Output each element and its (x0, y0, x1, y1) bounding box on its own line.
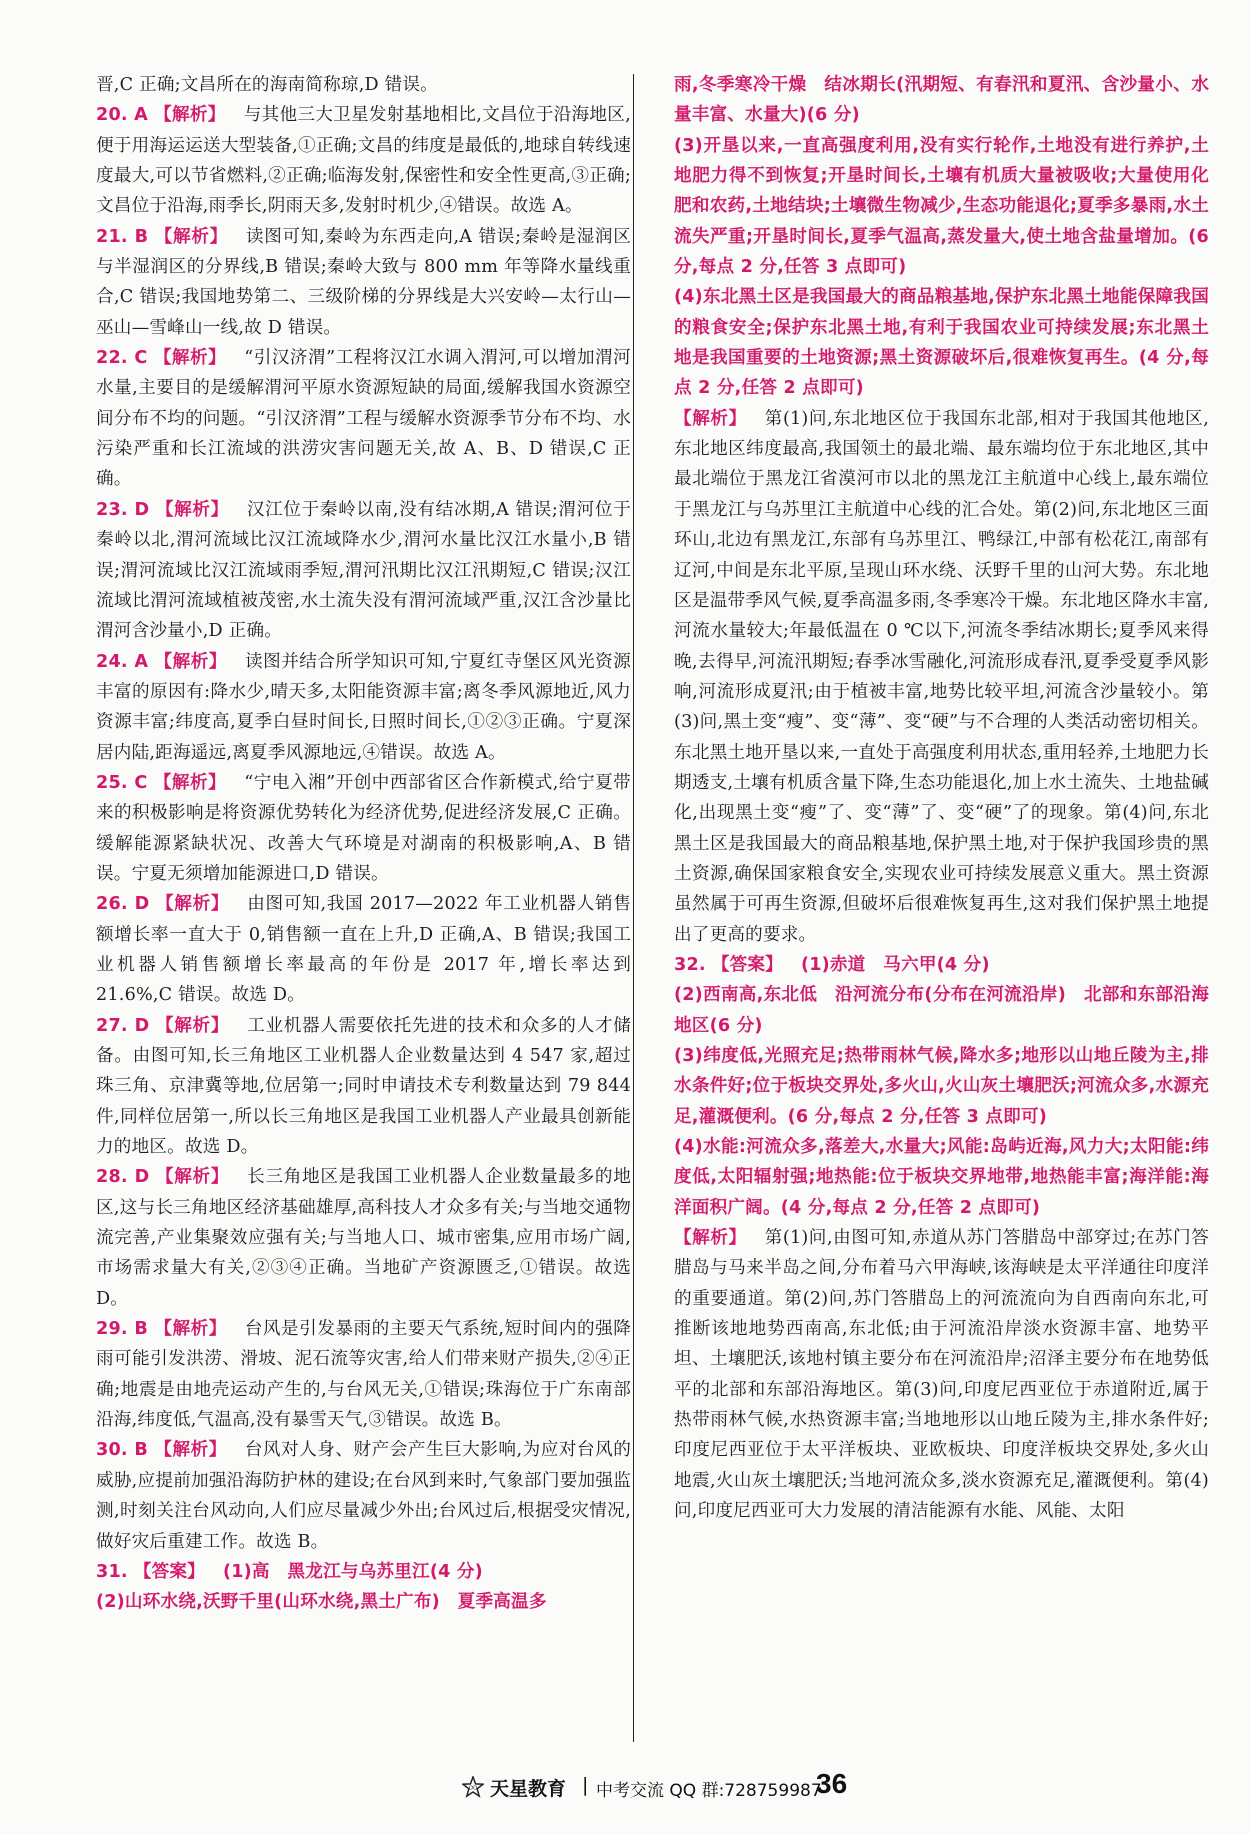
answer-text: (2)山环水绕,沃野千里(山环水绕,黑土广布) 夏季高温多 (96, 1592, 547, 1613)
answer-paragraph (96, 768, 631, 889)
question-number: 29. B (96, 1319, 149, 1340)
question-number: 26. D (96, 894, 150, 915)
section-tag: 【解析】 (155, 894, 230, 915)
paragraph-text: 汉江位于秦岭以南,没有结冰期,A 错误;渭河位于秦岭以北,渭河流域比汉江流域降水少,渭河水量比汉江水量小,B 错误;渭河流域比汉江流域雨季短,渭河汛期比汉江汛期短,C 错误;汉江流域比渭河流域植被茂密,水土流失没有渭河流域严重,汉江含沙量比渭河含沙量小,D 正确。 (96, 499, 631, 642)
answer-paragraph (96, 647, 631, 768)
question-number: 23. D (96, 499, 150, 520)
footer-separator: | (582, 1774, 589, 1796)
answer-paragraph (674, 282, 1209, 403)
answer-paragraph (96, 343, 631, 495)
section-tag: 【解析】 (155, 1167, 230, 1188)
answer-text: (4)水能:河流众多,落差大,水量大;风能:岛屿近海,风力大;太阳能:纬度低,太阳辐射强;地热能:位于板块交界地带,地热能丰富;海洋能:海洋面积广阔。(4 分,每点 2 分,任答 2 点即可) (674, 1137, 1209, 1218)
right-column (674, 70, 1209, 1527)
answer-paragraph (674, 980, 1209, 1041)
answer-text: (1)赤道 马六甲(4 分) (800, 954, 990, 975)
answer-paragraph (674, 404, 1209, 950)
page-number: 36 (816, 1768, 848, 1799)
section-tag: 【解析】 (154, 226, 228, 247)
left-column (96, 70, 631, 1618)
answer-text: (3)开垦以来,一直高强度利用,没有实行轮作,土地没有进行养护,土地肥力得不到恢复;开垦时间长,土壤有机质大量被吸收;大量使用化肥和农药,土地结块;土壤微生物减少,生态功能退化;夏季多暴雨,水土流失严重;开垦时间长,夏季气温高,蒸发量大,使土地含盐量增加。(6 分,每点 2 分,任答 3 点即可) (674, 135, 1209, 278)
answer-paragraph (96, 1314, 631, 1435)
answer-paragraph (674, 950, 1209, 980)
question-number: 27. D (96, 1015, 150, 1036)
question-number: 25. C (96, 772, 148, 793)
paragraph-text: 台风是引发暴雨的主要天气系统,短时间内的强降雨可能引发洪涝、滑坡、泥石流等灾害,给人们带来财产损失,②④正确;地震是由地壳运动产生的,与台风无关,①错误;珠海位于广东南部沿海,纬度低,气温高,没有暴雪天气,③错误。故选 B。 (96, 1319, 631, 1431)
question-number: 32. (674, 954, 706, 975)
question-number: 28. D (96, 1167, 150, 1188)
answer-paragraph (96, 889, 631, 1010)
question-number: 21. B (96, 226, 149, 247)
paragraph-text: 第(1)问,东北地区位于我国东北部,相对于我国其他地区,东北地区纬度最高,我国领土的最北端、最东端均位于东北地区,其中最北端位于黑龙江省漠河市以北的黑龙江主航道中心线上,最东端位于黑龙江与乌苏里江主航道中心线的汇合处。第(2)问,东北地区三面环山,北边有黑龙江,东部有乌苏里江、鸭绿江,中部有松花江,南部有辽河,中间是东北平原,呈现山环水绕、沃野千里的山河大势。东北地区是温带季风气候,夏季高温多雨,冬季寒冷干燥。东北地区降水丰富,河流水量较大;年最低温在 0 ℃以下,河流冬季结冰期长;夏季风来得晚,去得早,河流汛期短;春季冰雪融化,河流形成春汛,夏季受夏季风影响,河流形成夏汛;由于植被丰富,地势比较平坦,河流含沙量较小。第(3)问,黑土变“瘦”、变“薄”、变“硬”与不合理的人类活动密切相关。东北黑土地开垦以来,一直处于高强度利用状态,重用轻养,土地肥力长期透支,土壤有机质含量下降,生态功能退化,加上水土流失、土地盐碱化,出现黑土变“瘦”了、变“薄”了、变“硬”了的现象。第(4)问,东北黑土区是我国最大的商品粮基地,保护黑土地,对于保护我国珍贵的黑土资源,确保国家粮食安全,实现农业可持续发展意义重大。黑土资源虽然属于可再生资源,但破坏后很难恢复再生,这对我们保护黑土地提出了更高的要求。 (674, 408, 1209, 945)
answer-text: 雨,冬季寒冷干燥 结冰期长(汛期短、有春汛和夏汛、含沙量小、水量丰富、水量大)(6 分) (674, 75, 1209, 126)
section-tag: 【答案】 (133, 1561, 205, 1582)
answer-text: (2)西南高,东北低 沿河流分布(分布在河流沿岸) 北部和东部沿海地区(6 分) (674, 985, 1209, 1036)
answer-paragraph (674, 131, 1209, 283)
answer-text: (1)高 黑龙江与乌苏里江(4 分) (222, 1561, 483, 1582)
answer-paragraph (96, 70, 631, 100)
paragraph-text: 晋,C 正确;文昌所在的海南简称琼,D 错误。 (96, 75, 438, 95)
paragraph-text: 由图可知,我国 2017—2022 年工业机器人销售额增长率一直大于 0,销售额一直在上升,D 正确,A、B 错误;我国工业机器人销售额增长率最高的年份是 2017 年,增长率达到 21.6%,C 错误。故选 D。 (96, 894, 631, 1006)
section-tag: 【解析】 (155, 499, 229, 520)
section-tag: 【解析】 (154, 1319, 227, 1340)
star-logo-icon (462, 1776, 484, 1798)
question-number: 30. B (96, 1440, 149, 1461)
answer-paragraph (96, 1557, 631, 1587)
section-tag: 【解析】 (154, 651, 227, 672)
answer-paragraph (96, 1011, 631, 1163)
answer-paragraph (96, 495, 631, 647)
answer-paragraph (674, 70, 1209, 131)
paragraph-text: 长三角地区是我国工业机器人企业数量最多的地区,这与长三角地区经济基础雄厚,高科技人才众多有关;与当地交通物流完善,产业集聚效应强有关;与当地人口、城市密集,应用市场广阔,市场需求量大有关,②③④正确。当地矿产资源匮乏,①错误。故选 D。 (96, 1167, 631, 1309)
answer-paragraph (674, 1132, 1209, 1223)
question-number: 20. A (96, 105, 149, 126)
page-footer (0, 1768, 1250, 1808)
section-tag: 【解析】 (153, 348, 227, 369)
section-tag: 【解析】 (674, 1228, 747, 1249)
answer-paragraph (96, 1587, 631, 1617)
answer-paragraph (96, 100, 631, 221)
svg-text:OO: OO (468, 1785, 478, 1792)
answer-paragraph (96, 1435, 631, 1556)
section-tag: 【解析】 (674, 408, 747, 429)
paragraph-text: 与其他三大卫星发射基地相比,文昌位于沿海地区,便于用海运运送大型装备,①正确;文昌的纬度是最低的,地球自转线速度最大,可以节省燃料,②正确;临海发射,保密性和安全性更高,③正确;文昌位于沿海,雨季长,阴雨天多,发射时机少,④错误。故选 A。 (96, 105, 632, 217)
answer-paragraph (674, 1041, 1209, 1132)
question-number: 24. A (96, 651, 149, 672)
paragraph-text: 读图并结合所学知识可知,宁夏红寺堡区风光资源丰富的原因有:降水少,晴天多,太阳能资源丰富;离冬季风源地近,风力资源丰富;纬度高,夏季白昼时间长,日照时间长,①②③正确。宁夏深居内陆,距海遥远,离夏季风源地远,④错误。故选 A。 (96, 651, 631, 763)
answer-paragraph (674, 1223, 1209, 1526)
column-divider (633, 74, 634, 1742)
answer-text: (3)纬度低,光照充足;热带雨林气候,降水多;地形以山地丘陵为主,排水条件好;位于板块交界处,多火山,火山灰土壤肥沃;河流众多,水源充足,灌溉便利。(6 分,每点 2 分,任答 3 点即可) (674, 1046, 1209, 1127)
footer-qq-group: 中考交流 QQ 群:728759987 (596, 1781, 822, 1801)
question-number: 22. C (96, 348, 148, 369)
paragraph-text: 台风对人身、财产会产生巨大影响,为应对台风的威胁,应提前加强沿海防护林的建设;在台风到来时,气象部门要加强监测,时刻关注台风动向,人们应尽量减少外出;台风过后,根据受灾情况,做好灾后重建工作。故选 B。 (96, 1440, 631, 1552)
section-tag: 【解析】 (154, 105, 226, 126)
paragraph-text: 第(1)问,由图可知,赤道从苏门答腊岛中部穿过;在苏门答腊岛与马来半岛之间,分布着马六甲海峡,该海峡是太平洋通往印度洋的重要通道。第(2)问,苏门答腊岛上的河流流向为自西南向东北,可推断该地地势西南高,东北低;由于河流沿岸淡水资源丰富、地势平坦、土壤肥沃,该地村镇主要分布在河流沿岸;沼泽主要分布在地势低平的北部和东部沿海地区。第(3)问,印度尼西亚位于赤道附近,属于热带雨林气候,水热资源丰富;当地地形以山地丘陵为主,排水条件好;印度尼西亚位于太平洋板块、亚欧板块、印度洋板块交界处,多火山地震,火山灰土壤肥沃;当地河流众多,淡水资源充足,灌溉便利。第(4)问,印度尼西亚可大力发展的清洁能源有水能、风能、太阳 (674, 1228, 1209, 1522)
section-tag: 【解析】 (154, 1440, 227, 1461)
section-tag: 【解析】 (153, 772, 227, 793)
paragraph-text: “引汉济渭”工程将汉江水调入渭河,可以增加渭河水量,主要目的是缓解渭河平原水资源短缺的局面,缓解我国水资源空间分布不均的问题。“引汉济渭”工程与缓解水资源季节分布不均、水污染严重和长江流域的洪涝灾害问题无关,故 A、B、D 错误,C 正确。 (96, 348, 631, 490)
paragraph-text: “宁电入湘”开创中西部省区合作新模式,给宁夏带来的积极影响是将资源优势转化为经济优势,促进经济发展,C 正确。缓解能源紧缺状况、改善大气环境是对湖南的积极影响,A、B 错误。宁夏无须增加能源进口,D 错误。 (96, 772, 631, 884)
section-tag: 【解析】 (155, 1015, 230, 1036)
answer-paragraph (96, 222, 631, 343)
footer-brand: 天星教育 (490, 1778, 567, 1800)
paragraph-text: 读图可知,秦岭为东西走向,A 错误;秦岭是湿润区与半湿润区的分界线,B 错误;秦岭大致与 800 mm 年等降水量线重合,C 错误;我国地势第二、三级阶梯的分界线是大兴安岭—太行山—巫山—雪峰山一线,故 D 错误。 (96, 226, 632, 338)
section-tag: 【答案】 (711, 954, 783, 975)
paragraph-text: 工业机器人需要依托先进的技术和众多的人才储备。由图可知,长三角地区工业机器人企业数量达到 4 547 家,超过珠三角、京津冀等地,位居第一;同时申请技术专利数量达到 79 844 件,同样位居第一,所以长三角地区是我国工业机器人产业最具创新能力的地区。故选 D。 (96, 1015, 631, 1158)
answer-paragraph (96, 1162, 631, 1314)
answer-text: (4)东北黑土区是我国最大的商品粮基地,保护东北黑土地能保障我国的粮食安全;保护东北黑土地,有利于我国农业可持续发展;东北黑土地是我国重要的土地资源;黑土资源破坏后,很难恢复再生。(4 分,每点 2 分,任答 2 点即可) (674, 287, 1209, 399)
question-number: 31. (96, 1561, 128, 1582)
